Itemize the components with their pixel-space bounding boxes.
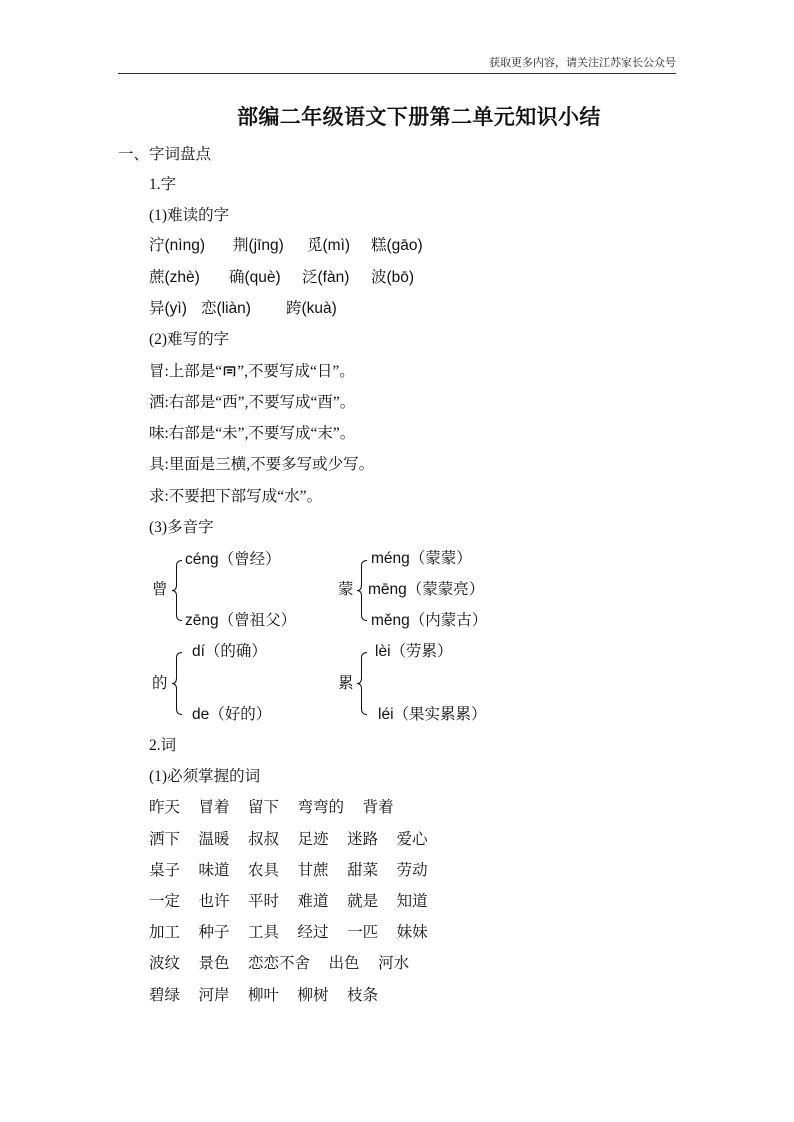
word-item: 迷路 — [347, 831, 379, 848]
mao-top-component-icon — [222, 363, 237, 379]
polyphonic-char: 累 — [338, 675, 354, 692]
hard-to-read-row — [0, 267, 794, 289]
polyphonic-reading: de（好的） — [192, 706, 272, 723]
word-item: 加工 — [149, 924, 181, 941]
word-item: 难道 — [297, 893, 329, 910]
hard-to-write-item: 洒:右部是“西”,不要写成“酉”。 — [149, 394, 356, 411]
hard-to-write-item — [149, 361, 355, 383]
word-item: 经过 — [297, 924, 329, 941]
pinyin-item: 觅(mì) — [307, 237, 351, 254]
word-item: 留下 — [248, 799, 280, 816]
word-item: 平时 — [248, 893, 280, 910]
hard-to-read-row — [0, 235, 794, 257]
word-item: 柳树 — [297, 987, 329, 1004]
word-row — [149, 829, 428, 851]
word-item: 枝条 — [347, 987, 379, 1004]
pinyin-item: 泛(fàn) — [302, 269, 350, 286]
word-item: 叔叔 — [248, 831, 280, 848]
pinyin-item: 波(bō) — [371, 269, 415, 286]
header-note: 获取更多内容，请关注江苏家长公众号 — [489, 57, 676, 69]
brace-icon — [171, 651, 183, 716]
hard-to-write-item: 味:右部是“未”,不要写成“末”。 — [149, 425, 356, 442]
word-item: 种子 — [198, 924, 230, 941]
word-item: 农具 — [248, 862, 280, 879]
polyphonic-reading: lèi（劳累） — [375, 643, 453, 660]
polyphonic-reading: měng（内蒙古） — [371, 612, 488, 629]
polyphonic-heading: (3)多音字 — [149, 519, 214, 536]
pinyin-item: 恋(liàn) — [201, 300, 251, 317]
polyphonic-reading: mēng（蒙蒙亮） — [368, 581, 485, 598]
polyphonic-reading: céng（曾经） — [185, 551, 281, 568]
word-item: 妹妹 — [396, 924, 428, 941]
polyphonic-reading: dí（的确） — [192, 643, 267, 660]
hard-to-write-item: 具:里面是三横,不要多写或少写。 — [149, 456, 375, 473]
word-item: 恋恋不舍 — [248, 955, 311, 972]
brace-icon — [356, 559, 368, 622]
hard-to-read-heading: (1)难读的字 — [149, 207, 230, 224]
pinyin-item: 确(què) — [229, 269, 281, 286]
hard-to-read-row — [0, 298, 794, 320]
word-item: 河水 — [378, 955, 410, 972]
mao-line-before: 冒:上部是“ — [149, 363, 223, 380]
hard-to-write-item: 求:不要把下部写成“水”。 — [149, 488, 323, 505]
pinyin-item: 糕(gāo) — [371, 237, 423, 254]
word-item: 味道 — [198, 862, 230, 879]
word-item: 工具 — [248, 924, 280, 941]
word-item: 爱心 — [396, 831, 428, 848]
must-know-heading: (1)必须掌握的词 — [149, 768, 261, 785]
word-item: 洒下 — [149, 831, 181, 848]
pinyin-item: 跨(kuà) — [286, 300, 337, 317]
word-item: 柳叶 — [248, 987, 280, 1004]
word-item: 一定 — [149, 893, 181, 910]
hard-to-write-heading: (2)难写的字 — [149, 331, 230, 348]
pinyin-item: 荆(jīng) — [233, 237, 284, 254]
header-divider — [118, 73, 676, 74]
page-title: 部编二年级语文下册第二单元知识小结 — [237, 105, 601, 129]
word-item: 景色 — [198, 955, 230, 972]
polyphonic-reading: léi（果实累累） — [378, 706, 487, 723]
word-item: 知道 — [396, 893, 428, 910]
word-item: 河岸 — [198, 987, 230, 1004]
word-item: 足迹 — [297, 831, 329, 848]
word-row — [149, 891, 428, 913]
polyphonic-char: 蒙 — [338, 581, 354, 598]
word-item: 也许 — [198, 893, 230, 910]
word-item: 波纹 — [149, 955, 181, 972]
word-item: 碧绿 — [149, 987, 181, 1004]
characters-heading: 1.字 — [149, 176, 177, 193]
pinyin-item: 蔗(zhè) — [149, 269, 200, 286]
word-item: 一匹 — [347, 924, 379, 941]
words-heading: 2.词 — [149, 737, 177, 754]
polyphonic-char: 曾 — [152, 581, 168, 598]
word-item: 弯弯的 — [297, 799, 345, 816]
mao-line-after: ”,不要写成“日”。 — [237, 363, 355, 380]
word-row — [149, 922, 428, 944]
word-row — [149, 797, 394, 819]
brace-icon — [356, 651, 368, 716]
word-row — [149, 953, 409, 975]
polyphonic-char: 的 — [152, 675, 168, 692]
word-item: 桌子 — [149, 862, 181, 879]
word-item: 劳动 — [396, 862, 428, 879]
word-row — [149, 985, 378, 1007]
word-item: 温暖 — [198, 831, 230, 848]
word-item: 甘蔗 — [297, 862, 329, 879]
word-item: 甜菜 — [347, 862, 379, 879]
word-item: 昨天 — [149, 799, 181, 816]
polyphonic-reading: méng（蒙蒙） — [371, 550, 472, 567]
pinyin-item: 泞(nìng) — [149, 237, 205, 254]
word-item: 出色 — [328, 955, 360, 972]
word-item: 就是 — [347, 893, 379, 910]
word-row — [149, 860, 428, 882]
brace-icon — [171, 559, 183, 622]
word-item: 背着 — [362, 799, 394, 816]
polyphonic-reading: zēng（曾祖父） — [185, 612, 297, 629]
section-heading: 一、字词盘点 — [118, 146, 212, 163]
word-item: 冒着 — [198, 799, 230, 816]
pinyin-item: 异(yì) — [149, 300, 187, 317]
